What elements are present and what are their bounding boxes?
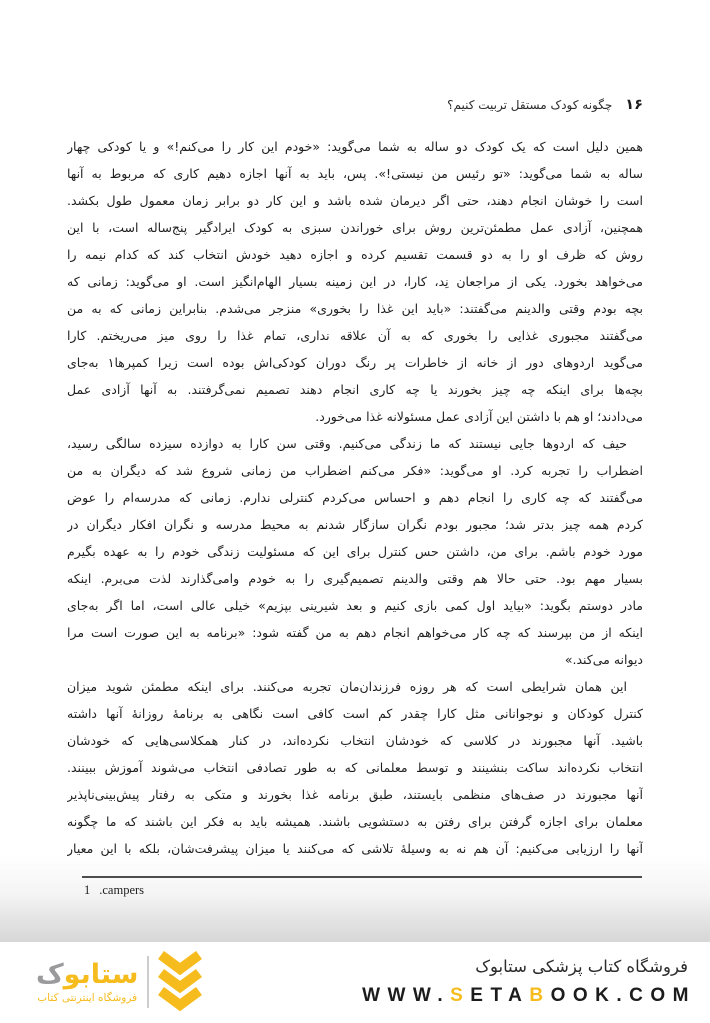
- text-line: معلمان برای اجازه گرفتن برای رفتن به دستشویی باشند. همیشه باید به فکر این باشند که ما چگونه: [67, 814, 643, 829]
- text-line: می‌خواهد بخورد. یکی از مراجعان نِد، کارا، در این زمینه بسیار الهام‌انگیز است. او می‌گوید: زمانی که: [67, 274, 643, 289]
- text-line: آنها را ارزیابی می‌کنیم: آن هم نه به وسیلهٔ تلاشی که می‌کنند یا میزان پیشرفت‌شان، بلکه با این معیار: [67, 841, 643, 856]
- footnote: [84, 883, 144, 898]
- setabook-logo[interactable]: [36, 951, 202, 1013]
- page-bottom-shadow: [0, 856, 710, 942]
- url-accent-b: B: [529, 985, 551, 1006]
- text-line: بسیار مهم بود. حتی حالا هم وقتی والدینم تصمیم‌گیری را به خودم وامی‌گذارند لذت می‌برم. اینکه: [67, 571, 643, 586]
- logo-tagline: فروشگاه اینترنتی کتاب: [37, 992, 138, 1004]
- chapter-title: چگونه کودک مستقل تربیت کنیم؟: [447, 98, 613, 112]
- site-url[interactable]: [362, 982, 696, 1010]
- footnote-number: 1: [84, 883, 91, 897]
- text-line: مادر دوستم بگوید: «بیاید اول کمی بازی کنیم و بعد شیرینی بپزیم» خیلی عالی است، اما اگر به‌جای: [67, 598, 643, 613]
- footer-banner: [0, 942, 710, 1023]
- logo-wordmark-block: [36, 960, 138, 1004]
- url-segment: WWW.: [362, 985, 451, 1006]
- logo-divider: [147, 956, 149, 1008]
- text-line: کردم همه چیز بدتر شد؛ مجبور بودم نگران سازگار شدنم به محیط مدرسه و نگران افکار دیگران در: [67, 517, 643, 532]
- text-line: بچه بودم وقتی والدینم می‌گفتند: «باید این غذا را بخوری» منزجر می‌شدم. بنابراین زمانی که به من: [67, 301, 643, 316]
- logo-wordmark: [36, 960, 138, 990]
- text-line: حیف که اردوها جایی نیستند که ما زندگی می‌کنیم. وقتی سن کارا به دوازده سیزده سالگی رسید،: [67, 436, 627, 451]
- text-line: بچه‌ها برای اینکه چه چیز بخورند یا چه کاری انجام دهند تصمیم نمی‌گرفتند. به آنها آزادی عمل: [67, 382, 643, 397]
- text-line: می‌گفتند مجبوری غذایی را بخوری که به آن علاقه نداری، تمام غذا را روی میز می‌ریختم. کارا: [67, 328, 643, 343]
- footer-text-block: [362, 954, 696, 1010]
- text-line: دیوانه می‌کند.»: [564, 652, 643, 667]
- url-segment: ETA: [470, 985, 530, 1006]
- footnote-divider: [82, 876, 642, 878]
- text-line: همین دلیل است که یک کودک دو ساله به شما می‌گوید: «خودم این کار را می‌کنم!» و یا کودکی چهار: [67, 139, 643, 154]
- footnote-text: .campers: [99, 883, 145, 897]
- url-accent-s: S: [450, 985, 471, 1006]
- text-line: انتخاب نکرده‌اند ساکت بنشینند و توسط معلمانی که به طور تصادفی انتخاب می‌شوند آموزش ببینند.: [67, 760, 643, 775]
- page-header: [447, 97, 643, 113]
- body-text: [67, 133, 643, 862]
- text-line: باشید. آنها مجبورند در کلاسی که خودشان انتخاب نکرده‌اند، در کنار همکلاسی‌هایی که خودشان: [67, 733, 643, 748]
- text-line: مورد خودم باشم. برای من، داشتن حس کنترل برای این که مسئولیت زندگی خودم را به عهده بگیرم: [67, 544, 643, 559]
- chevrons-logo-icon: [158, 951, 202, 1013]
- text-line: ساله به شما می‌گوید: «تو رئیس من نیستی!». پس، باید به آنها اجازه دهیم کاری که مربوط به آنها: [67, 166, 643, 181]
- text-line: آنها مجبورند در صف‌های منظمی بایستند، طبق برنامه غذا بخورند و متکی به رفتار پیش‌بینی‌ناپذیر: [67, 787, 643, 802]
- text-line: می‌گفتند که چه کاری را انجام دهم و احساس می‌کردم کنترلی ندارم. زمانی که مدرسه‌ام را عوض: [67, 490, 643, 505]
- store-title: فروشگاه کتاب پزشکی ستابوک: [475, 957, 688, 976]
- text-line: کنترل کودکان و نوجوانانی مثل کارا چقدر کم است کافی است نگاهی به برنامهٔ روزانهٔ آنها داشته: [67, 706, 643, 721]
- logo-wordmark-accent: ک: [36, 959, 64, 990]
- page-number: ۱۶: [625, 97, 643, 113]
- text-line: روش که ظرف او را به دو قسمت تقسیم کرده و اجازه دهید خودش انتخاب کند که کدام نیمه را: [67, 247, 643, 262]
- text-line: اضطراب را تجربه کرد. او می‌گوید: «فکر می‌کنم اضطراب من زمانی شروع شد که دیگران به من: [67, 463, 643, 478]
- text-line: می‌گوید اردوهای دور از خانه از خاطرات پر رنگ دوران کودکی‌اش بوده است زیرا کمپرها۱ به‌جای: [67, 355, 643, 370]
- text-line: است را خوشان انجام دهند، حتی اگر دیرمان شده باشد و این کار دو برابر زمان معمول طول بکشد.: [67, 193, 643, 208]
- text-line: اینکه از من بپرسند که چه کار می‌خواهم انجام دهم به من گفته شود: «برنامه به این صورت است مرا: [67, 625, 643, 640]
- text-line: همچنین، آزادی عمل مطمئن‌ترین روش برای خوراندن سبزی به کودک ایرادگیر پنج‌ساله است، با این: [67, 220, 643, 235]
- url-segment: OOK.COM: [550, 985, 696, 1006]
- text-line: این همان شرایطی است که هر روزه فرزندان‌مان تجربه می‌کنند. برای اینکه مطمئن شوید میزان: [67, 679, 627, 694]
- logo-wordmark-main: ستابو: [63, 959, 139, 990]
- text-line: می‌دادند؛ او هم با داشتن این آزادی عمل مسئولانه غذا می‌خورد.: [315, 409, 643, 424]
